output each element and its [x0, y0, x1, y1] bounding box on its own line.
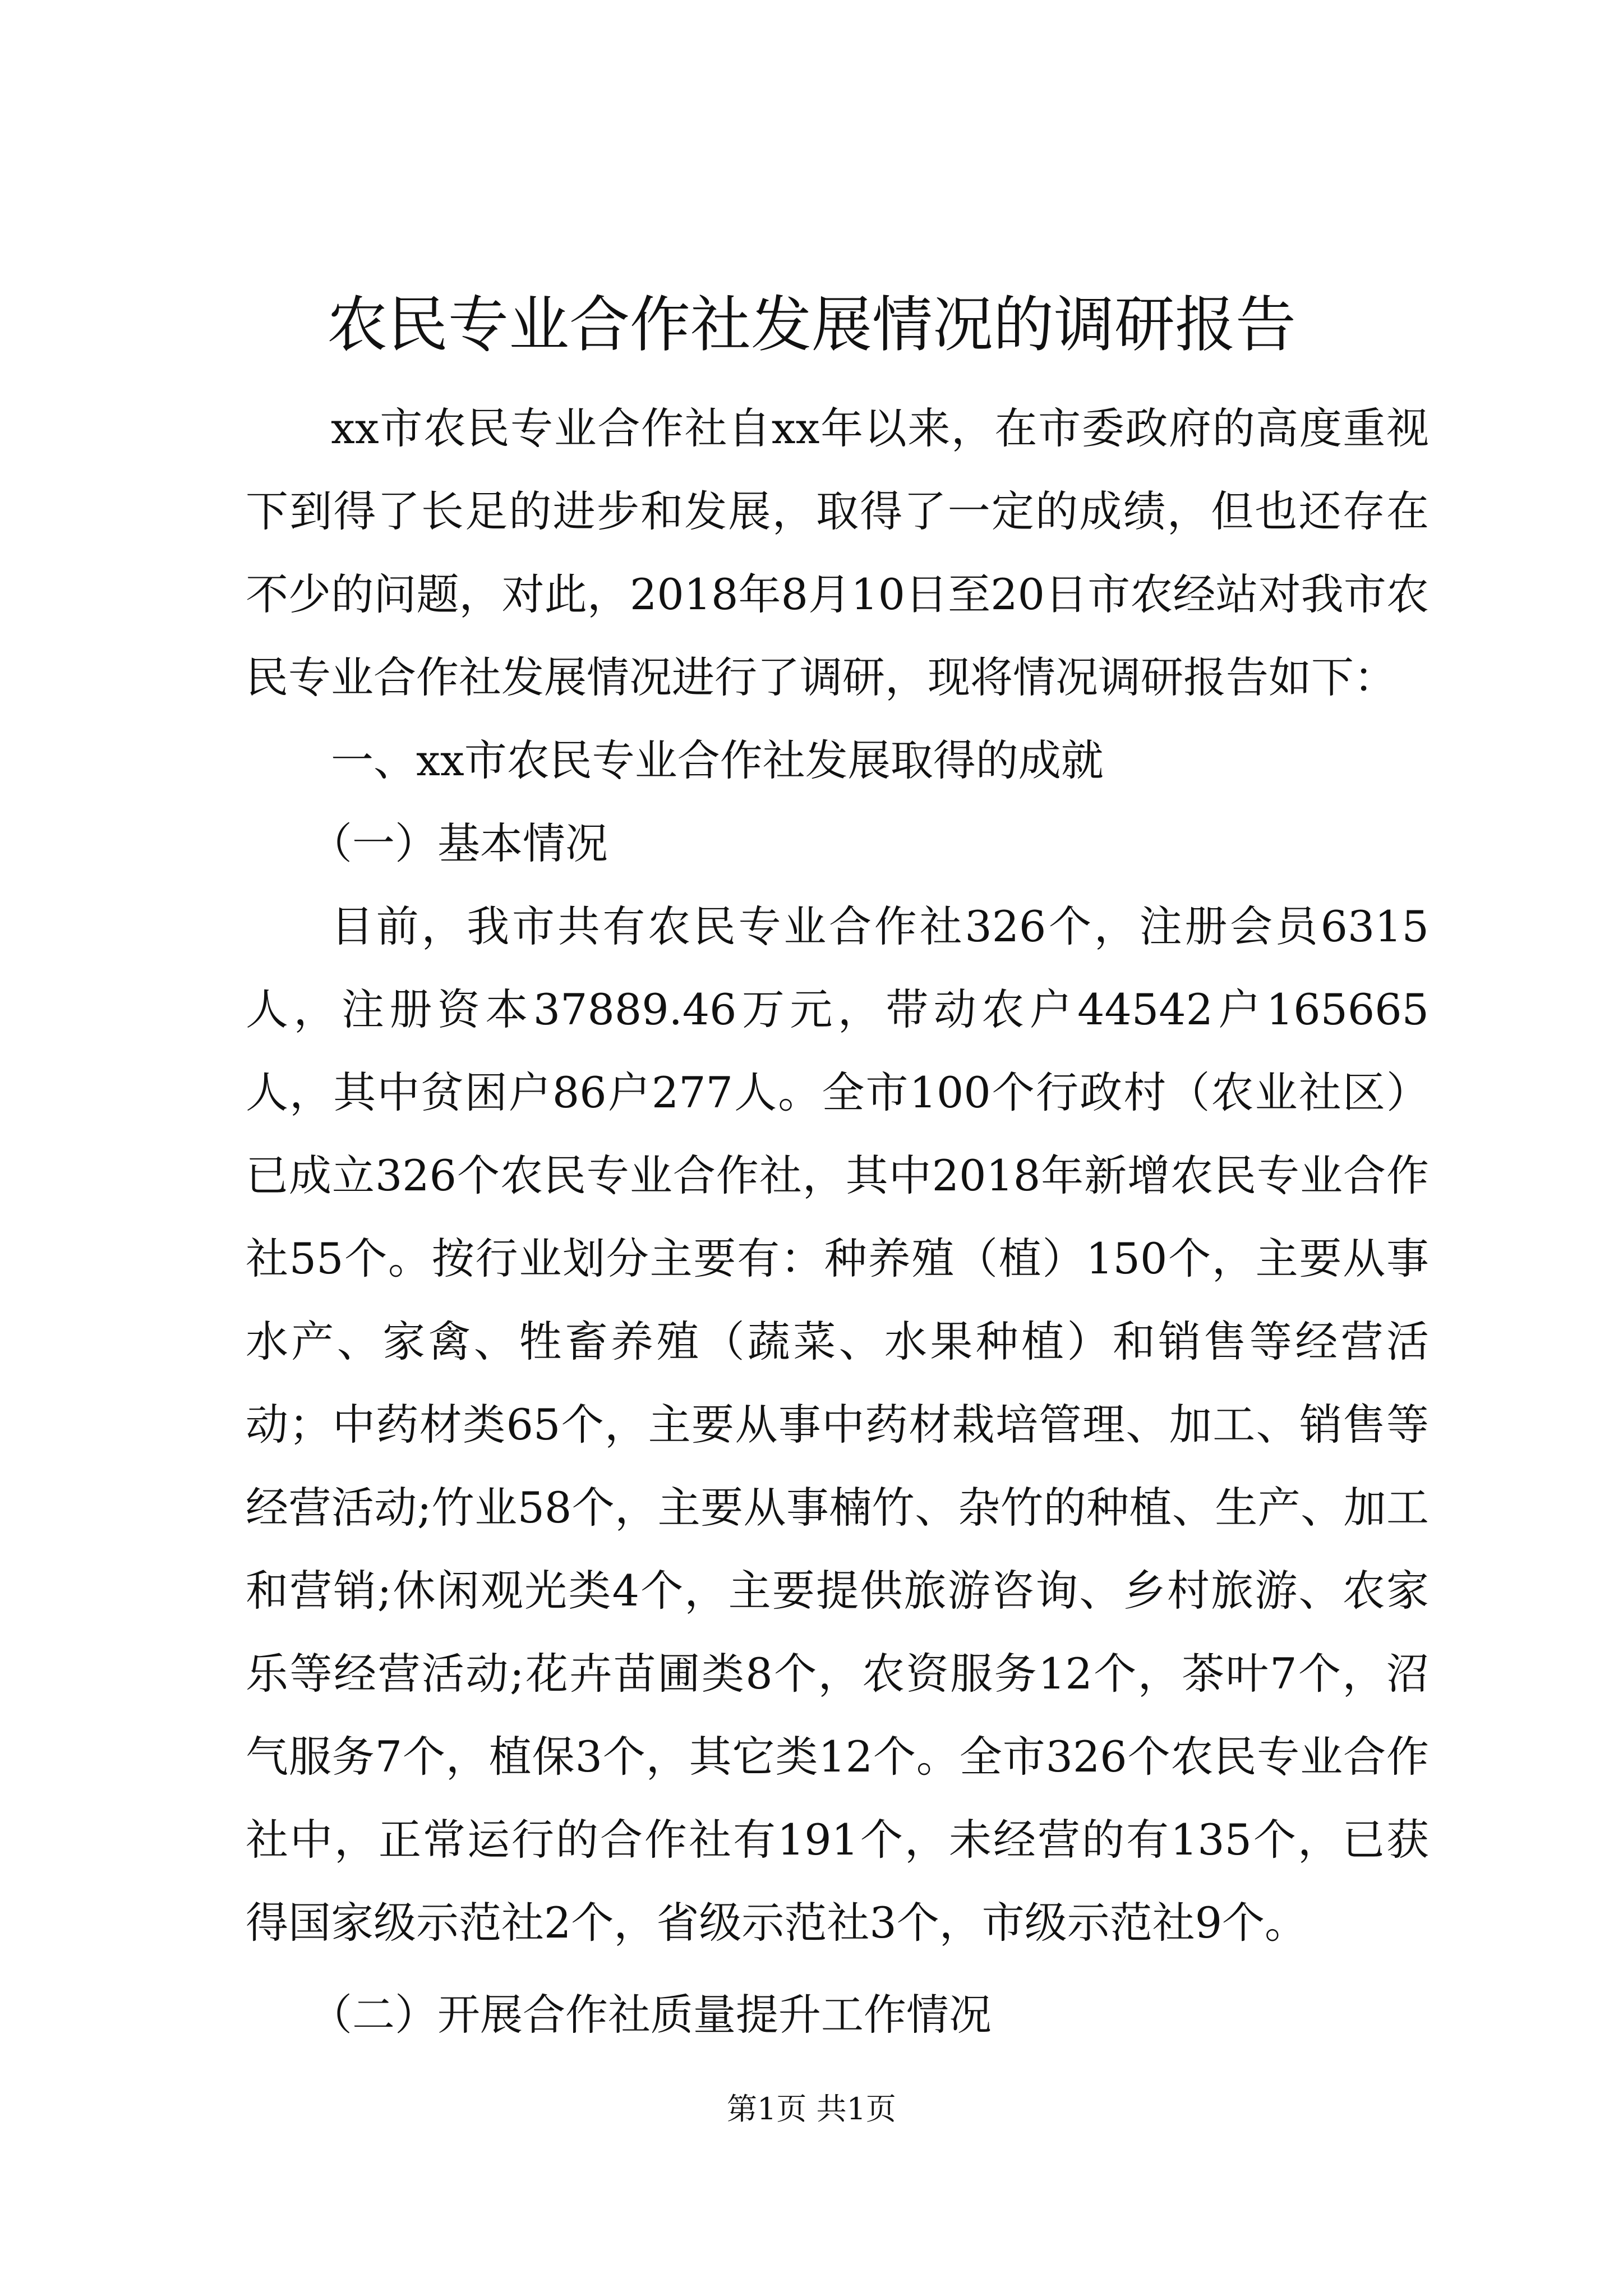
intro-paragraph: xx市农民专业合作社自xx年以来，在市委政府的高度重视下到得了长足的进步和发展，取得了一定的成绩，但也还存在不少的问题，对此，2018年8月10日至20日市农经站对我市农民专业合作社发展情况进行了调研，现将情况调研报告如下：: [246, 403, 1429, 702]
basic-situation-paragraph: 目前，我市共有农民专业合作社326个，注册会员6315人，注册资本37889.46万元，带动农户44542户165665人，其中贫困户86户277人。全市100个行政村（农业社区）已成立326个农民专业合作社，其中2018年新增农民专业合作社55个。按行业划分主要有：种养殖（植）150个，主要从事水产、家禽、牲畜养殖（蔬菜、水果种植）和销售等经营活动；中药材类65个，主要从事中药材栽培管理、加工、销售等经营活动;竹业58个，主要从事楠竹、杂竹的种植、生产、加工和营销;休闲观光类4个，主要提供旅游咨询、乡村旅游、农家乐等经营活动;花卉苗圃类8个，农资服务12个，茶叶7个，沼气服务7个，植保3个，其它类12个。全市326个农民专业合作社中，正常运行的合作社有191个，未经营的有135个，已获得国家级示范社2个，省级示范社3个，市级示范社9个。: [246, 901, 1429, 1948]
section-one-heading: 一、xx市农民专业合作社发展取得的成就: [331, 735, 1104, 785]
document-body: [246, 387, 1429, 2056]
subsection-one-heading: （一）基本情况: [310, 818, 608, 868]
page-footer: 第1页 共1页: [727, 2091, 896, 2127]
subsection-two-heading: （二）开展合作社质量提升工作情况: [310, 1990, 992, 2040]
document-title: 农民专业合作社发展情况的调研报告: [326, 290, 1296, 360]
